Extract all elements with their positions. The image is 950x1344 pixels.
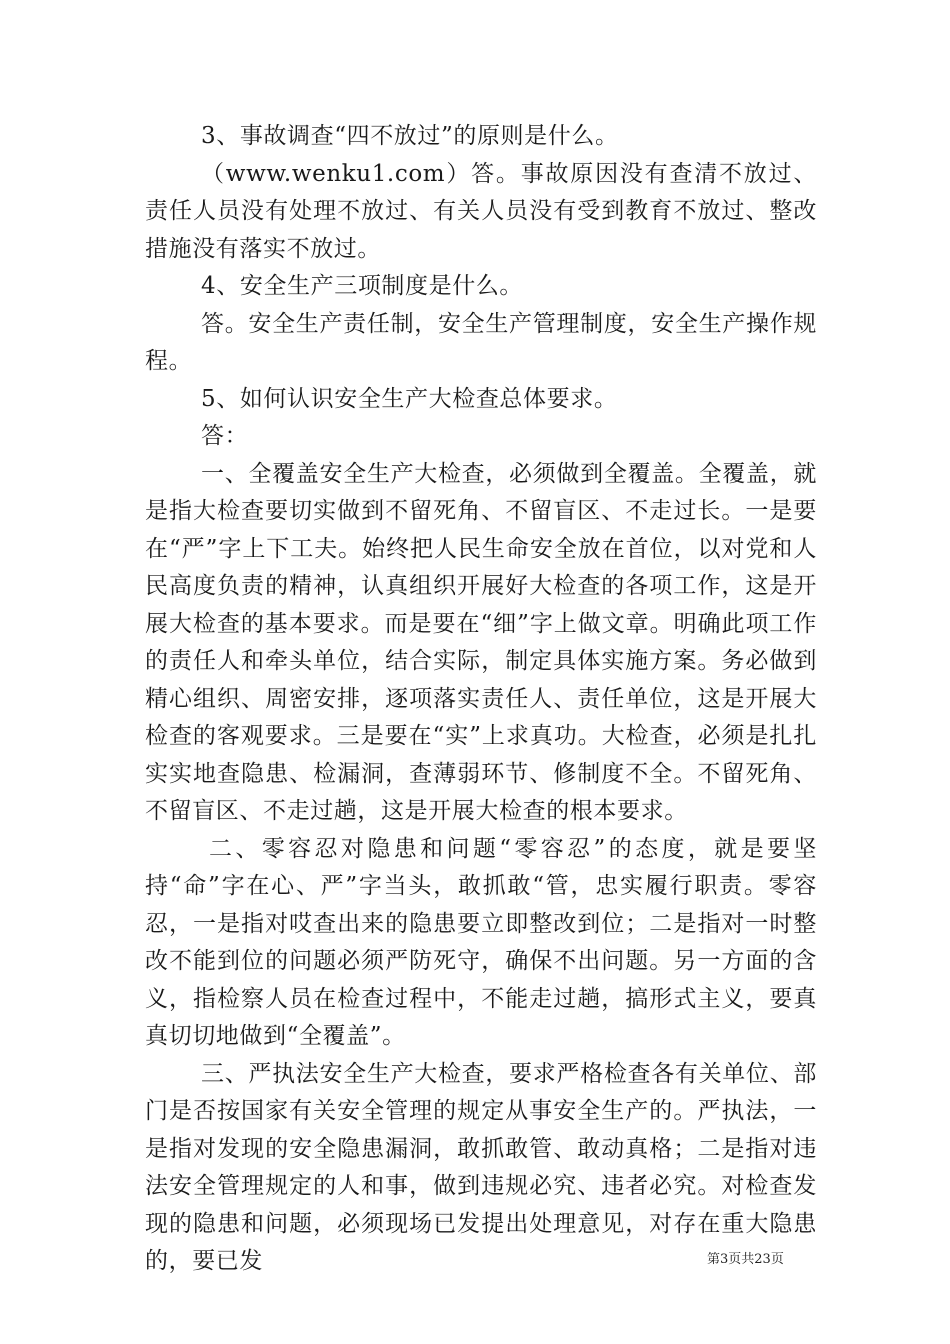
answer-3: （www.wenku1.com）答。事故原因没有查清不放过、责任人员没有处理不放过、有关人员没有受到教育不放过、整改措施没有落实不放过。 — [145, 160, 817, 262]
answer-5-part-2: 二、零容忍对隐患和问题“零容忍”的态度，就是要坚持“命”字在心、严”字当头，敢抓敢“管，忠实履行职责。零容忍，一是指对哎查出来的隐患要立即整改到位；二是指对一时整改不能到位的问题必须严防死守，确保不出问题。另一方面的含义，指检察人员在检查过程中，不能走过趟，搞形式主义，要真真切切地做到“全覆盖”。 — [145, 835, 817, 1049]
answer-4: 答。安全生产责任制，安全生产管理制度，安全生产操作规程。 — [145, 310, 817, 374]
document-body — [145, 118, 817, 1281]
question-5: 5、如何认识安全生产大检查总体要求。 — [201, 385, 618, 412]
answer-5-label: 答： — [201, 423, 249, 449]
question-4: 4、安全生产三项制度是什么。 — [201, 273, 524, 299]
question-3: 3、事故调查“四不放过”的原则是什么。 — [201, 123, 619, 149]
page-number: 第3页共23页 — [707, 1252, 784, 1267]
answer-5-part-1: 一、全覆盖安全生产大检查，必须做到全覆盖。全覆盖，就是指大检查要切实做到不留死角、不留盲区、不走过长。一是要在“严”字上下工夫。始终把人民生命安全放在首位，以对党和人民高度负责的精神，认真组织开展好大检查的各项工作，这是开展大检查的基本要求。而是要在“细”字上做文章。明确此项工作的责任人和牵头单位，结合实际，制定具体实施方案。务必做到精心组织、周密安排，逐项落实责任人、责任单位，这是开展大检查的客观要求。三是要在“实”上求真功。大检查，必须是扎扎实实地查隐患、检漏洞，查薄弱环节、修制度不全。不留死角、不留盲区、不走过趟，这是开展大检查的根本要求。 — [145, 460, 817, 824]
answer-5-part-3: 三、严执法安全生产大检查，要求严格检查各有关单位、部门是否按国家有关安全管理的规定从事安全生产的。严执法，一是指对发现的安全隐患漏洞，敢抓敢管、敢动真格；二是指对违法安全管理规定的人和事，做到违规必究、违者必究。对检查发现的隐患和问题，必须现场已发提出处理意见，对存在重大隐患的，要已发 — [145, 1060, 817, 1274]
